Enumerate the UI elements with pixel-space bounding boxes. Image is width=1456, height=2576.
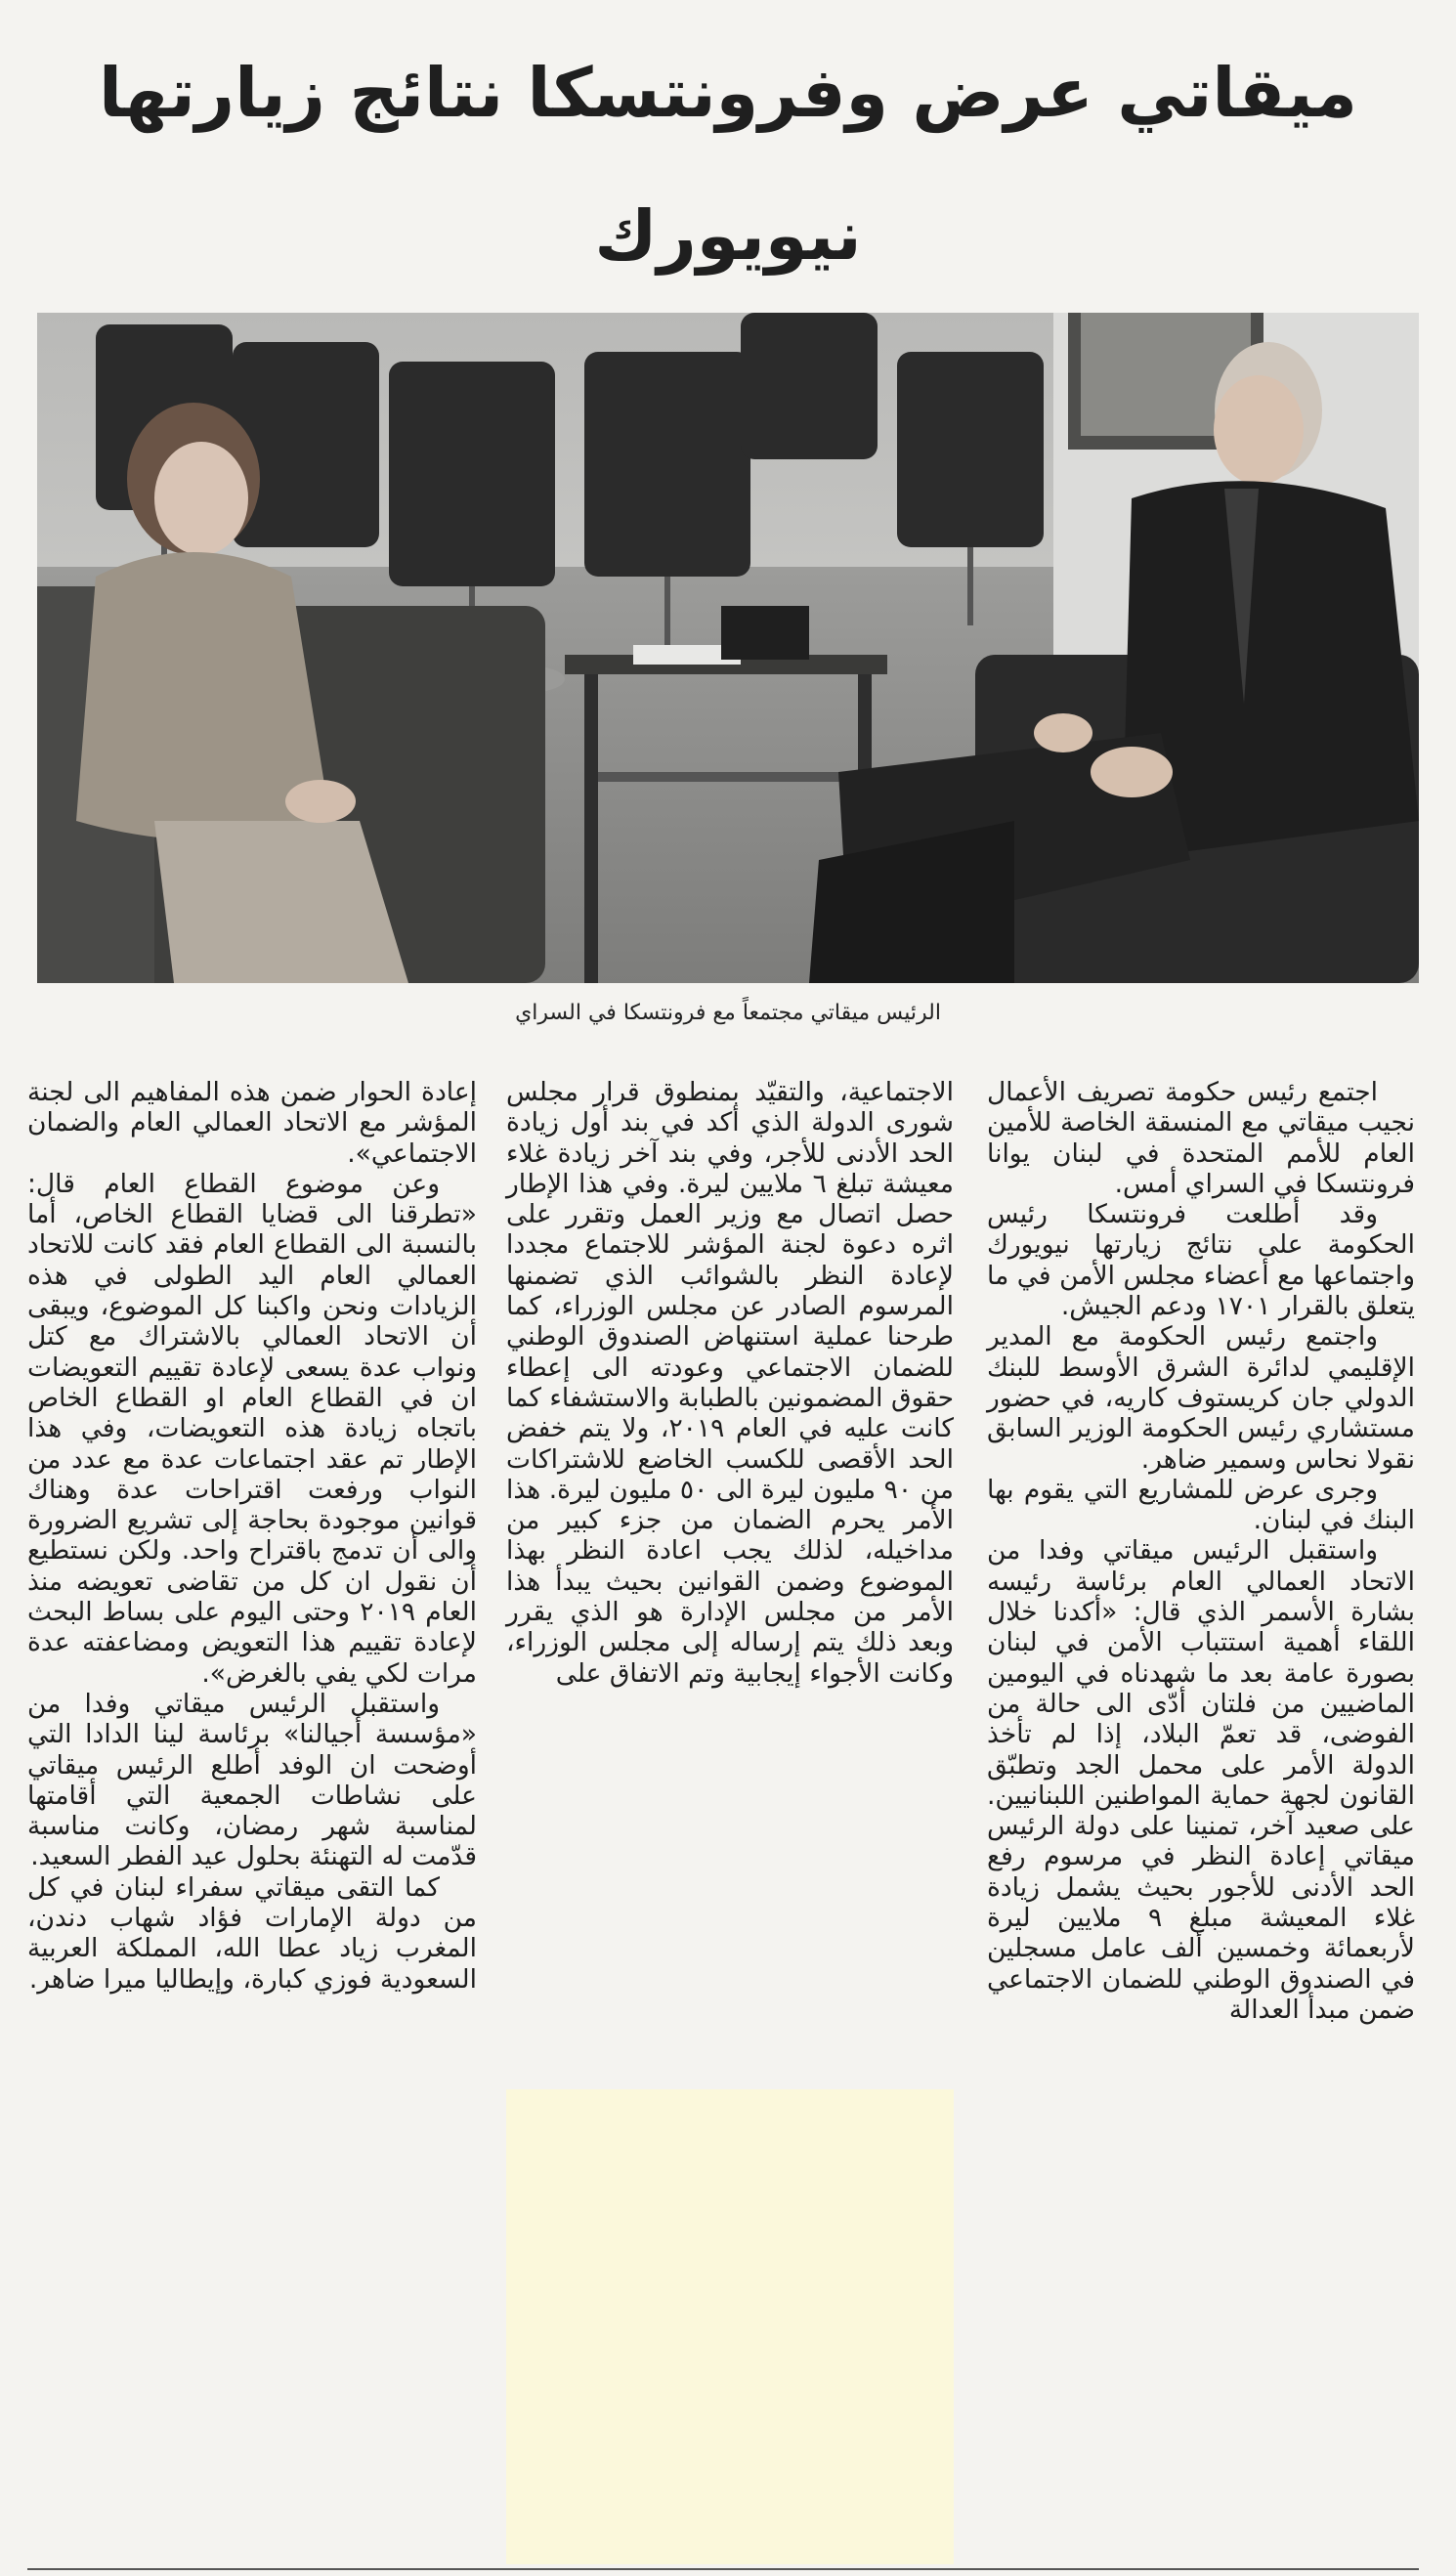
paragraph: وقد أطلعت فرونتسكا رئيس الحكومة على نتائج زيارتها نيويورك واجتماعها مع أعضاء مجلس الأمن في ما يتعلق بالقرار ١٧٠١ ودعم الجيش. — [987, 1199, 1415, 1322]
paragraph: إعادة الحوار ضمن هذه المفاهيم الى لجنة المؤشر مع الاتحاد العمالي العام والضمان الاجتماعي». — [27, 1077, 477, 1169]
article-column-middle — [506, 1077, 954, 1689]
paragraph: وجرى عرض للمشاريع التي يقوم بها البنك في لبنان. — [987, 1474, 1415, 1536]
photo-caption: الرئيس ميقاتي مجتمعاً مع فرونتسكا في السراي — [515, 1001, 941, 1025]
paragraph: كما التقى ميقاتي سفراء لبنان في كل من دولة الإمارات فؤاد شهاب دندن، المغرب زياد عطا الله، المملكة العربية السعودية فوزي كبارة، وإيطاليا ميرا ضاهر. — [27, 1871, 477, 1995]
paragraph: واجتمع رئيس الحكومة مع المدير الإقليمي لدائرة الشرق الأوسط للبنك الدولي جان كريستوف كاريه، في حضور مستشاري رئيس الحكومة الوزير السابق نقولا نحاس وسمير ضاهر. — [987, 1321, 1415, 1475]
meeting-photo-illustration — [37, 313, 1419, 983]
headline-line-1: ميقاتي عرض وفرونتسكا نتائج زيارتها نيويورك — [99, 53, 1357, 276]
meeting-photo — [37, 313, 1419, 983]
article-column-left — [27, 1077, 477, 1995]
paragraph: واستقبل الرئيس ميقاتي وفدا من «مؤسسة أجيالنا» برئاسة لينا الدادا التي أوضحت ان الوفد أطلع الرئيس ميقاتي على نشاطات الجمعية التي أقامتها لمناسبة شهر رمضان، وكانت مناسبة قدّمت له التهنئة بحلول عيد الفطر السعيد. — [27, 1688, 477, 1872]
paragraph: وعن موضوع القطاع العام قال: «تطرقنا الى قضايا القطاع الخاص، أما بالنسبة الى القطاع العام فقد كانت للاتحاد العمالي العام اليد الطولى في هذه الزيادات ونحن واكبنا كل الموضوع، ويبقى أن الاتحاد العمالي بالاشتراك مع كتل ونواب عدة يسعى لإعادة تقييم التعويضات ان في القطاع العام او القطاع الخاص باتجاه زيادة هذه التعويضات، وفي هذا الإطار تم عقد اجتماعات عدة مع عدد من النواب ورفعت اقتراحات عدة وهناك قوانين موجودة بحاجة إلى تشريع الضرورة والى أن تدمج باقتراح واحد. ولكن نستطيع أن نقول ان كل من تقاضى تعويضه منذ العام ٢٠١٩ وحتى اليوم على بساط البحث لإعادة تقييم هذا التعويض ومضاعفته عدة مرات لكي يفي بالغرض». — [27, 1168, 477, 1689]
paragraph: واستقبل الرئيس ميقاتي وفدا من الاتحاد العمالي العام برئاسة رئيسه بشارة الأسمر الذي قال: «أكدنا خلال اللقاء أهمية استتباب الأمن في لبنان بصورة عامة بعد ما شهدناه في اليومين الماضيين من فلتان أدّى الى حالة من الفوضى، قد تعمّ البلاد، إذا لم تأخذ الدولة الأمر على محمل الجد وتطبّق القانون لجهة حماية المواطنين اللبنانيين. على صعيد آخر، تمنينا على دولة الرئيس ميقاتي إعادة النظر في مرسوم رفع الحد الأدنى للأجور بحيث يشمل زيادة غلاء المعيشة مبلغ ٩ ملايين ليرة لأربعمائة وخمسين ألف عامل مسجلين في الصندوق الوطني للضمان الاجتماعي ضمن مبدأ العدالة — [987, 1535, 1415, 2025]
paragraph: اجتمع رئيس حكومة تصريف الأعمال نجيب ميقاتي مع المنسقة الخاصة للأمين العام للأمم المتحدة في لبنان يوانا فرونتسكا في السراي أمس. — [987, 1077, 1415, 1199]
paragraph: الاجتماعية، والتقيّد بمنطوق قرار مجلس شورى الدولة الذي أكد في بند أول زيادة الحد الأدنى للأجر، وفي بند آخر زيادة غلاء معيشة تبلغ ٦ ملايين ليرة. وفي هذا الإطار حصل اتصال مع وزير العمل وتقرر على اثره دعوة لجنة المؤشر للاجتماع مجددا لإعادة النظر بالشوائب الذي تضمنها المرسوم الصادر عن مجلس الوزراء، كما طرحنا عملية استنهاض الصندوق الوطني للضمان الاجتماعي وعودته الى إعطاء حقوق المضمونين بالطبابة والاستشفاء كما كانت عليه في العام ٢٠١٩، ولا يتم خفض الحد الأقصى للكسب الخاضع للاشتراكات من ٩٠ مليون ليرة الى ٥٠ مليون ليرة. هذا الأمر يحرم الضمان من جزء كبير من مداخيله، لذلك يجب اعادة النظر بهذا الموضوع وضمن القوانين بحيث يبدأ هذا الأمر من مجلس الإدارة هو الذي يقرر وبعد ذلك يتم إرساله إلى مجلس الوزراء، وكانت الأجواء إيجابية وتم الاتفاق على — [505, 1077, 954, 1689]
article-column-right — [987, 1077, 1415, 2025]
blank-ad-space — [506, 2089, 954, 2564]
bottom-divider — [27, 2568, 1419, 2570]
